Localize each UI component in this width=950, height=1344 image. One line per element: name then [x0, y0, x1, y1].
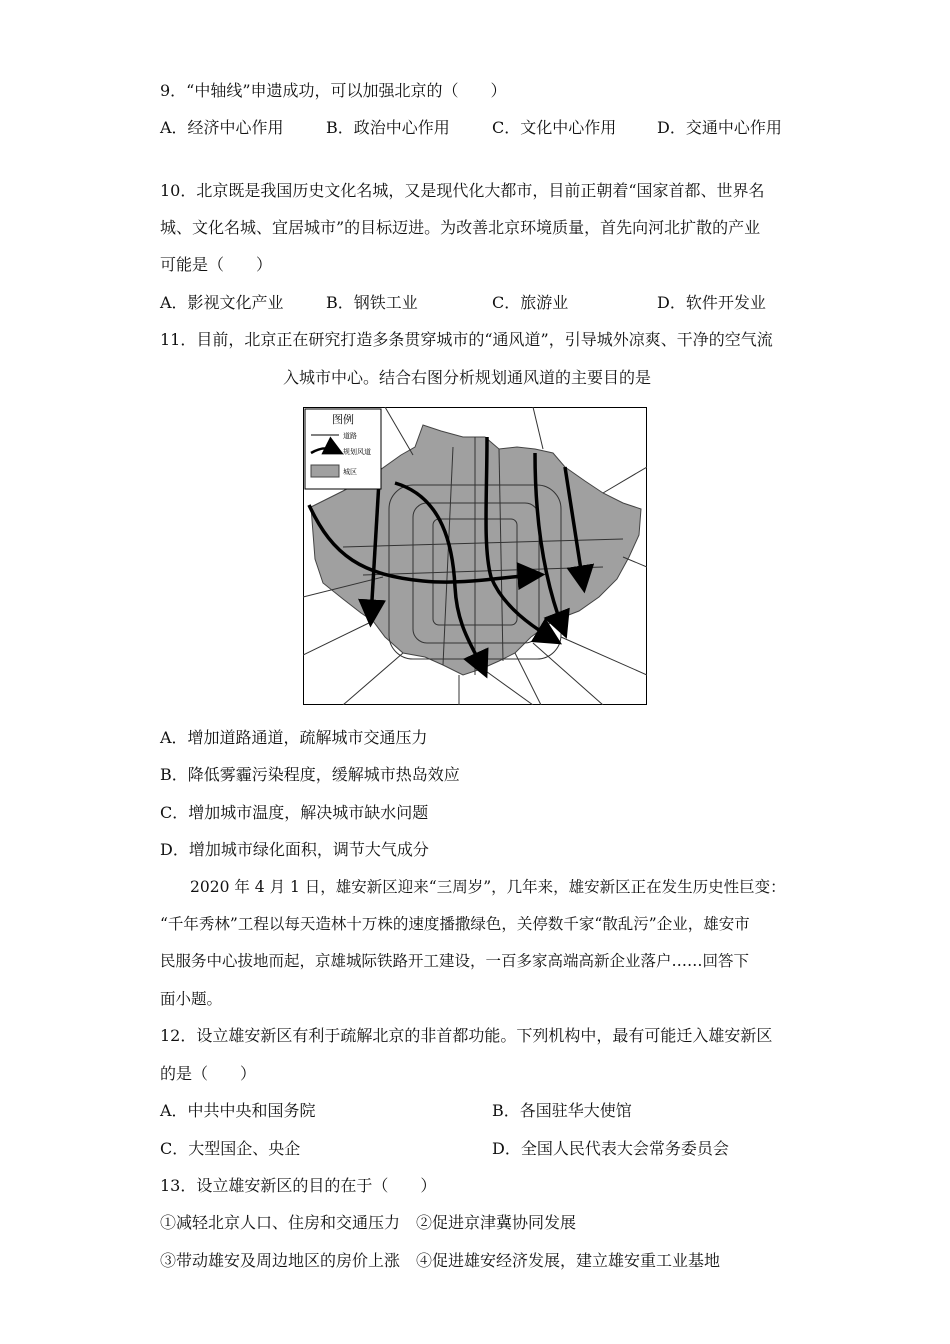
q10-stem-line-3: 可能是（ ） [160, 255, 273, 274]
q12-stem-line-1: 12．设立雄安新区有利于疏解北京的非首都功能。下列机构中，最有可能迁入雄安新区 [160, 1026, 773, 1045]
q10-option-d: D．软件开发业 [657, 293, 766, 312]
q11-option-d: D．增加城市绿化面积，调节大气成分 [160, 840, 429, 859]
q10-option-a: A．影视文化产业 [160, 293, 284, 312]
q10-stem-line-2: 城、文化名城、宜居城市”的目标迈进。为改善北京环境质量，首先向河北扩散的产业 [160, 218, 761, 237]
q10-option-c: C．旅游业 [492, 293, 569, 312]
q9-option-c: C．文化中心作用 [492, 118, 617, 137]
q13-item-line-1: ①减轻北京人口、住房和交通压力 ②促进京津冀协同发展 [160, 1213, 577, 1232]
q9-stem: 9．“中轴线”申遗成功，可以加强北京的（ ） [160, 81, 507, 100]
legend-road-label: 道路 [343, 432, 357, 440]
q11-stem-line-1: 11．目前，北京正在研究打造多条贯穿城市的“通风道”，引导城外凉爽、干净的空气流 [160, 330, 773, 349]
q12-option-b: B．各国驻华大使馆 [492, 1101, 632, 1120]
q13-stem: 13．设立雄安新区的目的在于（ ） [160, 1176, 437, 1195]
legend-urban-label: 城区 [343, 468, 357, 476]
q12-stem-line-2: 的是（ ） [160, 1064, 257, 1083]
q11-option-b: B．降低雾霾污染程度，缓解城市热岛效应 [160, 765, 460, 784]
q11-option-a: A．增加道路通道，疏解城市交通压力 [160, 728, 428, 747]
q13-item-line-2: ③带动雄安及周边地区的房价上涨 ④促进雄安经济发展，建立雄安重工业基地 [160, 1251, 721, 1270]
q9-option-b: B．政治中心作用 [326, 118, 450, 137]
q10-option-b: B．钢铁工业 [326, 293, 418, 312]
q11-stem-line-2: 入城市中心。结合右图分析规划通风道的主要目的是 [283, 368, 652, 387]
legend-title: 图例 [332, 413, 354, 426]
map-legend [305, 409, 381, 489]
passage-line-2: “千年秀林”工程以每天造林十万株的速度播撒绿色，关停数千家“散乱污”企业，雄安市 [160, 915, 750, 933]
q9-option-a: A．经济中心作用 [160, 118, 284, 137]
passage-line-4: 面小题。 [160, 990, 223, 1008]
legend-corridor-label: 规划风道 [343, 448, 371, 456]
ventilation-corridor-map [303, 407, 647, 705]
q12-option-c: C．大型国企、央企 [160, 1139, 301, 1158]
q12-option-a: A．中共中央和国务院 [160, 1101, 316, 1120]
q11-option-c: C．增加城市温度，解决城市缺水问题 [160, 803, 429, 822]
q12-option-d: D．全国人民代表大会常务委员会 [492, 1139, 729, 1158]
q9-option-d: D．交通中心作用 [657, 118, 782, 137]
passage-line-3: 民服务中心拔地而起，京雄城际铁路开工建设，一百多家高端高新企业落户……回答下 [160, 952, 750, 970]
passage-line-1: 2020 年 4 月 1 日，雄安新区迎来“三周岁”，几年来，雄安新区正在发生历史性巨变： [190, 878, 786, 896]
q10-stem-line-1: 10．北京既是我国历史文化名城，又是现代化大都市，目前正朝着“国家首都、世界名 [160, 181, 765, 200]
